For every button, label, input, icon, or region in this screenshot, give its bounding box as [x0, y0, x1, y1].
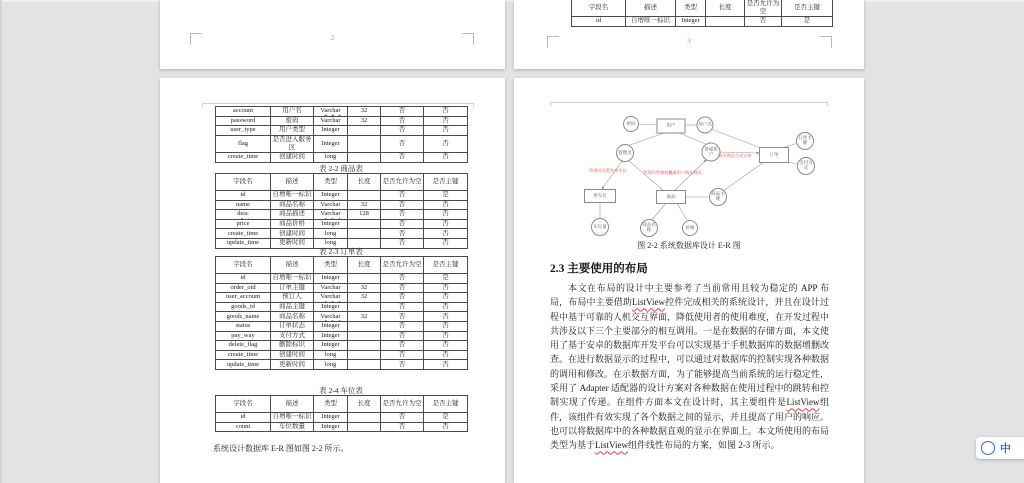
table-cell: 否 — [424, 116, 468, 126]
table-cell: Integer — [314, 219, 348, 229]
table-cell: 否 — [424, 200, 468, 210]
table-cell: 否 — [424, 350, 468, 360]
table-cell: 自增唯一标识 — [626, 17, 676, 27]
table-cell: 否 — [381, 293, 424, 303]
table-cell: long — [314, 350, 348, 360]
table-cell: 否 — [424, 321, 468, 331]
table-cell: Integer — [314, 135, 348, 152]
column-header: 字段名 — [216, 174, 271, 191]
parking-table — [215, 395, 468, 432]
field-table-tail — [571, 0, 833, 27]
column-header: 是否主键 — [424, 257, 468, 274]
er-entity-order: 订单 — [759, 147, 789, 163]
text-segment: 组件线性布局的方案，如图 2-3 所示。 — [627, 440, 780, 451]
table-cell: 32 — [348, 200, 381, 210]
user-table-continuation — [215, 106, 468, 163]
table-cell — [348, 191, 381, 201]
table-row — [216, 210, 468, 220]
table-header-row — [216, 257, 468, 274]
table-cell: 否 — [381, 116, 424, 126]
table-cell: 否 — [381, 274, 424, 284]
table-cell: 32 — [348, 312, 381, 322]
er-attribute-goods-name: 商品名称 — [640, 219, 658, 237]
table-cell: long — [314, 360, 348, 370]
er-attribute-goods-pk: 商品主键 — [709, 188, 727, 206]
table-cell: 否 — [424, 210, 468, 220]
goods-table — [215, 173, 468, 249]
table-row — [216, 283, 468, 293]
table-cell: id — [216, 274, 271, 284]
spellchecked-term: ListView — [786, 397, 820, 408]
page-3-bottom — [514, 0, 864, 69]
table-cell: 商品价格 — [271, 219, 314, 229]
table-cell: Integer — [314, 191, 348, 201]
table-cell: Integer — [314, 274, 348, 284]
table-cell: delete_flag — [216, 341, 271, 351]
section-heading: 2.3 主要使用的布局 — [550, 263, 648, 275]
table-cell: 更新时间 — [271, 238, 314, 248]
page-number: 3 — [687, 37, 691, 45]
table-cell: 否 — [381, 422, 424, 432]
table-cell: status — [216, 321, 271, 331]
table-cell: goods_id — [216, 302, 271, 312]
table-cell: 用户类型 — [271, 126, 314, 136]
table-cell — [348, 350, 381, 360]
column-header: 是否主键 — [782, 0, 833, 17]
table-cell: 商品主键 — [271, 302, 314, 312]
table-cell: 否 — [381, 126, 424, 136]
er-attribute-price: 价格 — [682, 220, 698, 236]
table-cell: Integer — [314, 413, 348, 423]
table-cell: 32 — [348, 107, 381, 117]
table-cell: 32 — [348, 116, 381, 126]
table-cell: 商品名称 — [271, 200, 314, 210]
table-cell: 否 — [424, 293, 468, 303]
table-cell: 订单主键 — [271, 283, 314, 293]
table-row — [216, 422, 468, 432]
table-cell: 否 — [424, 341, 468, 351]
table-row — [216, 191, 468, 201]
table-cell: 否 — [424, 153, 468, 163]
table-cell — [706, 17, 745, 27]
table-cell: id — [216, 413, 271, 423]
table-cell: Varchar — [314, 116, 348, 126]
er-relation-label: 购买商品生成订单 — [718, 153, 752, 158]
table-cell: 否 — [381, 312, 424, 322]
column-header: 类型 — [314, 174, 348, 191]
table-cell: 自增唯一标识 — [272, 191, 312, 199]
table-cell: 订单状态 — [271, 321, 314, 331]
table-cell: 否 — [381, 200, 424, 210]
table-cell: user_type — [216, 126, 271, 136]
column-header: 类型 — [314, 396, 348, 413]
er-attribute-parking-count: 车位量 — [591, 218, 609, 236]
er-relation-label: 管理员管理商品 — [643, 170, 673, 175]
ime-toolbar[interactable] — [976, 437, 1024, 459]
table-cell: 否 — [381, 302, 424, 312]
table-cell — [348, 341, 381, 351]
table-cell: price — [216, 219, 271, 229]
page-number: 2 — [330, 34, 335, 42]
table-cell: 车位数量 — [271, 422, 314, 432]
column-header: 长度 — [348, 257, 381, 274]
table-cell: Varchar — [314, 210, 348, 220]
table-cell: 否 — [424, 422, 468, 432]
table-cell: update_time — [216, 238, 271, 248]
table-cell — [348, 126, 381, 136]
table-cell: Integer — [314, 341, 348, 351]
table-cell: 创建时间 — [271, 229, 314, 239]
table-cell — [348, 321, 381, 331]
column-header: 描述 — [271, 396, 314, 413]
table-row — [216, 413, 468, 423]
text-segment: 本文在布局的设计中主要参考了当前常用且较为稳定的 APP 布局，布局中主要借助 — [550, 283, 829, 308]
section-paragraph — [550, 281, 829, 453]
table-cell: 创建时间 — [271, 153, 314, 163]
workspace-top-highlight — [0, 0, 1024, 2]
table-cell: order_oid — [216, 283, 271, 293]
table-header-row — [572, 0, 833, 17]
text-segment: 组件，该组件有效实现了各个数据之间的显示，并且提高了用户的响应。也可以将数据库中的各种数据直观的显示在界面上。本文所使用的布局类型为基于 — [550, 397, 830, 451]
table-cell: Varchar — [314, 293, 348, 303]
table-cell: 否 — [424, 126, 468, 136]
table-row — [216, 126, 468, 136]
table-cell: 否 — [424, 135, 468, 152]
table-cell: 更新时间 — [271, 360, 314, 370]
table-cell: 否 — [745, 17, 782, 27]
table-row — [216, 293, 468, 303]
table-cell: 是 — [782, 17, 833, 27]
table-row — [216, 219, 468, 229]
page-2-bottom — [160, 0, 505, 69]
table-cell: Varchar — [314, 200, 348, 210]
er-relation-label: 管理员设置共享车位 — [589, 168, 627, 173]
table-cell: 否 — [381, 135, 424, 152]
text-segment: 控件完成相关的系统设计，并且在设计过程中基于可靠的人机交互界面，降低使用者的使用难度，在开发过程中共涉及以下三个主要部分的相互调用。一是在数据的存储方面，本文使用了基于安卓的数据库开发平台可以实现基于手机数据库的数据增删改查。在进行数据显示的过程中，可以通过对数据库的控制实现各种数据的调用和修改。在示数据方面，为了能够提高当前系统的运行稳定性，采用了 Adapter 适配器的设计方案对各种数据在使用过程中的跳转和控制实现了传递。在组件方面本文在设计时，其主要组件是 — [550, 297, 830, 408]
table-cell: create_time — [216, 229, 271, 239]
column-header: 是否允许为空 — [381, 174, 424, 191]
table-cell: count — [216, 422, 271, 432]
table-cell: Integer — [314, 126, 348, 136]
table-cell: 否 — [381, 238, 424, 248]
table-cell: long — [314, 153, 348, 163]
er-role-normal-user: 普通用户 — [702, 143, 721, 162]
er-entity-goods: 商品 — [656, 190, 686, 204]
column-header: 字段名 — [216, 396, 271, 413]
table-cell: user_account — [216, 293, 271, 303]
table-cell: account — [216, 107, 271, 117]
table-cell: 是 — [424, 191, 468, 201]
table-cell: desc — [216, 210, 271, 220]
column-header: 字段名 — [572, 0, 626, 17]
table-cell: goods_name — [216, 312, 271, 322]
table-cell: 否 — [424, 238, 468, 248]
ime-mode-chinese[interactable]: 中 — [1000, 443, 1011, 455]
spellchecked-term: ListView — [632, 297, 665, 308]
table-cell: 否 — [424, 331, 468, 341]
table-cell: 否 — [424, 219, 468, 229]
table-cell: 否 — [381, 191, 424, 201]
table-cell: 否 — [424, 312, 468, 322]
table-row — [216, 116, 468, 126]
column-header: 描述 — [626, 0, 676, 17]
table-cell: 商品名称 — [271, 312, 314, 322]
column-header: 是否主键 — [424, 174, 468, 191]
table-cell: 是否进入服务区 — [272, 135, 312, 151]
er-entity-user: 用户 — [657, 119, 686, 134]
table-cell: create_time — [216, 153, 271, 163]
table-header-row — [216, 396, 468, 413]
table-caption: 表 2-4 车位表 — [319, 386, 363, 395]
table-row — [216, 312, 468, 322]
column-header: 是否允许为空 — [381, 257, 424, 274]
table-cell: update_time — [216, 360, 271, 370]
table-cell: Varchar — [314, 283, 348, 293]
table-cell: 创建时间 — [271, 350, 314, 360]
order-table — [215, 256, 468, 370]
table-cell: 否 — [424, 302, 468, 312]
table-cell: 否 — [424, 360, 468, 370]
table-cell: 预订人 — [271, 293, 314, 303]
er-attribute-pay-way: 支付方式 — [797, 157, 815, 175]
table-cell: long — [314, 229, 348, 239]
table-cell: 用户名 — [271, 107, 314, 117]
ime-icon[interactable] — [981, 441, 995, 455]
table-cell: 否 — [381, 360, 424, 370]
table-row — [216, 331, 468, 341]
er-attribute-order-pk: 订单主键 — [796, 132, 814, 150]
table-cell: 否 — [381, 341, 424, 351]
table-cell: 否 — [381, 350, 424, 360]
column-header: 类型 — [314, 257, 348, 274]
column-header: 字段名 — [216, 257, 271, 274]
page-5-right — [514, 78, 864, 483]
table-cell — [348, 422, 381, 432]
table-cell: Varchar — [314, 312, 348, 322]
table-row — [572, 17, 833, 27]
table-cell: pay_way — [216, 331, 271, 341]
table-cell: 是 — [424, 274, 468, 284]
table-cell: 否 — [424, 229, 468, 239]
table-cell — [348, 229, 381, 239]
table-cell: 自增唯一标识 — [272, 413, 312, 421]
er-relation-label: 普通用户购买商品 — [668, 170, 702, 175]
column-header: 是否允许为空 — [381, 396, 424, 413]
table-cell: name — [216, 200, 271, 210]
er-attribute-password: 密码 — [623, 116, 639, 132]
table-cell: long — [314, 238, 348, 248]
workspace-left-edge — [0, 0, 2, 483]
table-cell — [348, 360, 381, 370]
table-header-row — [216, 174, 468, 191]
table-cell: 否 — [424, 283, 468, 293]
table-cell: 否 — [381, 283, 424, 293]
table-cell: 128 — [348, 210, 381, 220]
table-cell — [348, 153, 381, 163]
table-cell: password — [216, 116, 271, 126]
column-header: 类型 — [676, 0, 706, 17]
table-row — [216, 302, 468, 312]
table-cell: 商品描述 — [271, 210, 314, 220]
table-cell: 否 — [381, 331, 424, 341]
table-cell: 32 — [348, 283, 381, 293]
table-row — [216, 274, 468, 284]
table-cell: id — [216, 191, 271, 201]
table-cell: flag — [216, 135, 271, 152]
table-cell: Integer — [314, 302, 348, 312]
table-cell: Varchar — [314, 107, 348, 117]
table-row — [216, 135, 468, 152]
table-cell — [348, 135, 381, 152]
table-cell: 自增唯一标识 — [272, 274, 312, 282]
table-cell: 32 — [348, 293, 381, 303]
table-cell — [348, 274, 381, 284]
table-cell: Integer — [314, 321, 348, 331]
table-cell: 是 — [424, 413, 468, 423]
table-cell: 否 — [381, 210, 424, 220]
table-cell: create_time — [216, 350, 271, 360]
table-cell: 删除标识 — [271, 341, 314, 351]
column-header: 描述 — [271, 174, 314, 191]
table-caption: 表 2-2 商品表 — [319, 164, 363, 173]
table-row — [216, 107, 468, 117]
table-cell: 密码 — [271, 116, 314, 126]
table-cell: Integer — [676, 17, 706, 27]
figure-caption: 图 2-2 系统数据库设计 E-R 图 — [637, 241, 741, 250]
spellchecked-term: ListView — [595, 440, 628, 451]
table-row — [216, 360, 468, 370]
table-cell: 否 — [381, 413, 424, 423]
column-header: 长度 — [348, 174, 381, 191]
table-cell: Integer — [314, 331, 348, 341]
er-reference-sentence: 系统设计数据库 E-R 图如图 2-2 所示。 — [213, 444, 349, 453]
table-cell: 否 — [381, 219, 424, 229]
table-cell: 否 — [424, 107, 468, 117]
table-cell — [348, 331, 381, 341]
table-row — [216, 229, 468, 239]
table-cell — [348, 302, 381, 312]
er-attribute-username: 用户名 — [697, 117, 714, 134]
column-header: 描述 — [271, 257, 314, 274]
table-cell: Integer — [314, 422, 348, 432]
page-4-left — [160, 78, 505, 483]
table-cell: 否 — [381, 321, 424, 331]
table-cell: 否 — [381, 153, 424, 163]
table-cell: 否 — [381, 107, 424, 117]
table-cell: 否 — [381, 229, 424, 239]
table-row — [216, 200, 468, 210]
column-header: 长度 — [706, 0, 745, 17]
table-cell: 支付方式 — [271, 331, 314, 341]
column-header: 长度 — [348, 396, 381, 413]
table-cell — [348, 219, 381, 229]
table-row — [216, 350, 468, 360]
table-cell: id — [572, 17, 626, 27]
er-entity-parking: 停车位 — [584, 189, 616, 203]
column-header: 是否主键 — [424, 396, 468, 413]
table-row — [216, 321, 468, 331]
table-caption: 表 2-3 订单表 — [319, 247, 363, 256]
table-cell — [348, 413, 381, 423]
table-row — [216, 341, 468, 351]
er-role-admin: 管理员 — [616, 144, 634, 162]
column-header: 是否允许为空 — [745, 0, 782, 17]
table-row — [216, 153, 468, 163]
